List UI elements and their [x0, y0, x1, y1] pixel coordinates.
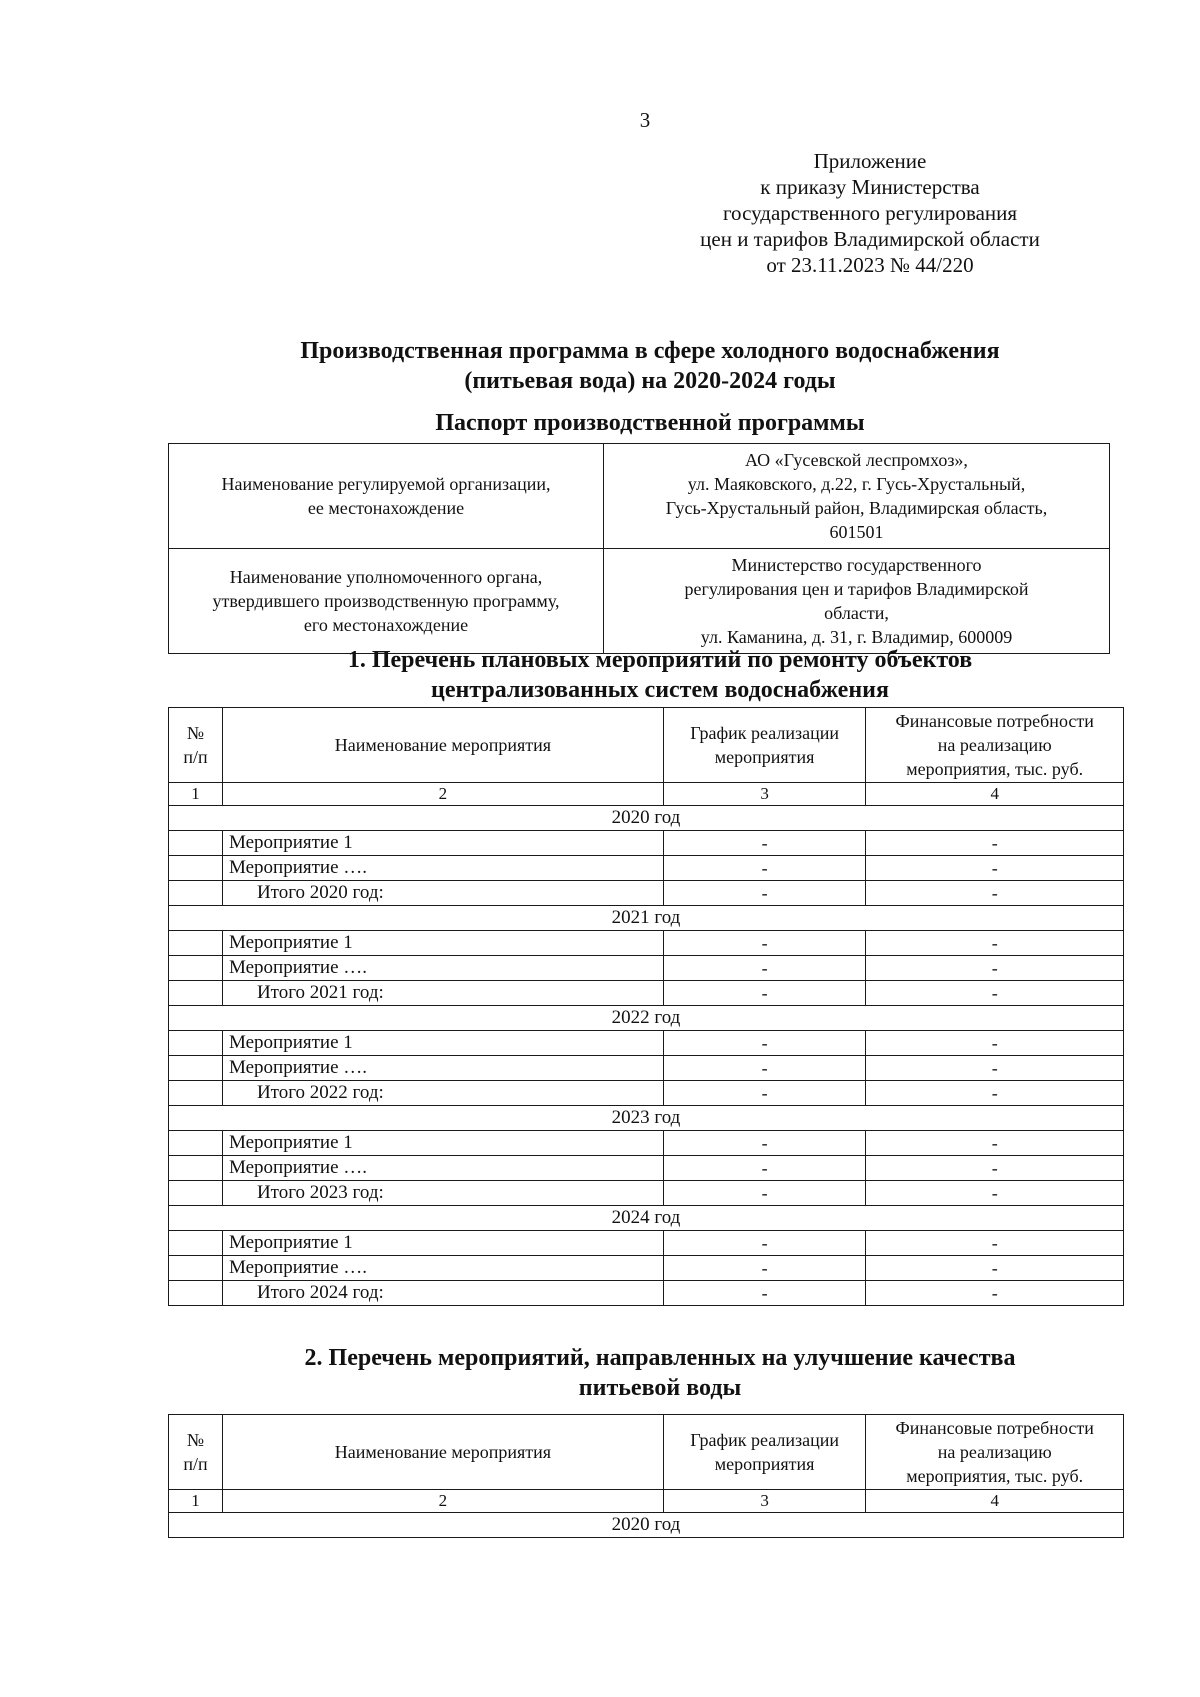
list-item-name: Мероприятие …. [222, 1256, 663, 1281]
passport-table [168, 443, 1110, 654]
year-row [169, 806, 1124, 831]
finance-cell: - [866, 1056, 1124, 1081]
row-number-cell [169, 1056, 223, 1081]
list-item [169, 956, 1124, 981]
col-number: 4 [866, 783, 1124, 806]
passport-value [604, 444, 1110, 549]
approval-line: государственного регулирования [722, 201, 1018, 225]
passport-label-line: Наименование уполномоченного органа, [229, 567, 543, 587]
total-row [169, 1281, 1124, 1306]
row-number-cell [169, 1231, 223, 1256]
col-number: 1 [169, 783, 223, 806]
passport-label-line: Наименование регулируемой организации, [221, 474, 551, 494]
passport-label-line: ее местонахождение [307, 498, 465, 518]
row-number-cell [169, 931, 223, 956]
header-schedule: График реализации мероприятия [663, 708, 866, 783]
list-item [169, 1131, 1124, 1156]
row-number-cell [169, 1081, 223, 1106]
section2-title [220, 1343, 1100, 1403]
row-number-cell [169, 1181, 223, 1206]
list-item [169, 856, 1124, 881]
year-label: 2024 год [169, 1206, 1124, 1231]
finance-cell: - [866, 1156, 1124, 1181]
table-number-row [169, 1490, 1124, 1513]
approval-block [690, 148, 1050, 278]
list-item-name: Мероприятие …. [222, 856, 663, 881]
total-row-name: Итого 2023 год: [222, 1181, 663, 1206]
schedule-cell: - [663, 1156, 866, 1181]
schedule-cell: - [663, 881, 866, 906]
section1-title-line: централизованных систем водоснабжения [431, 677, 889, 703]
section2-title-line: питьевой воды [578, 1375, 742, 1401]
col-number: 2 [222, 783, 663, 806]
list-item [169, 1031, 1124, 1056]
approval-line: от 23.11.2023 № 44/220 [766, 253, 974, 277]
list-item-name: Мероприятие 1 [222, 931, 663, 956]
finance-cell: - [866, 881, 1124, 906]
year-label: 2020 год [169, 1513, 1124, 1538]
passport-label-line: его местонахождение [303, 615, 469, 635]
schedule-cell: - [663, 1231, 866, 1256]
list-item [169, 831, 1124, 856]
col-number: 4 [866, 1490, 1124, 1513]
finance-cell: - [866, 1281, 1124, 1306]
header-schedule: График реализации мероприятия [663, 1415, 866, 1490]
passport-value-line: области, [824, 603, 889, 623]
passport-row [169, 549, 1110, 654]
finance-cell: - [866, 931, 1124, 956]
header-finance: Финансовые потребности на реализацию мероприятия, тыс. руб. [866, 1415, 1124, 1490]
row-number-cell [169, 1031, 223, 1056]
col-number: 3 [663, 1490, 866, 1513]
passport-value [604, 549, 1110, 654]
finance-cell: - [866, 1081, 1124, 1106]
finance-cell: - [866, 1231, 1124, 1256]
row-number-cell [169, 1156, 223, 1181]
plan-table-1 [168, 707, 1124, 1306]
header-finance: Финансовые потребности на реализацию мероприятия, тыс. руб. [866, 708, 1124, 783]
total-row [169, 881, 1124, 906]
schedule-cell: - [663, 1181, 866, 1206]
total-row [169, 1181, 1124, 1206]
page-number: 3 [639, 108, 651, 132]
row-number-cell [169, 856, 223, 881]
table-header-row [169, 708, 1124, 783]
document-title-line: (питьевая вода) на 2020-2024 годы [464, 368, 836, 394]
list-item-name: Мероприятие …. [222, 1056, 663, 1081]
header-number: № п/п [169, 708, 223, 783]
year-row [169, 1206, 1124, 1231]
year-label: 2023 год [169, 1106, 1124, 1131]
row-number-cell [169, 1256, 223, 1281]
row-number-cell [169, 881, 223, 906]
schedule-cell: - [663, 1031, 866, 1056]
passport-label-line: утвердившего производственную программу, [212, 591, 560, 611]
header-number: № п/п [169, 1415, 223, 1490]
schedule-cell: - [663, 1281, 866, 1306]
row-number-cell [169, 831, 223, 856]
schedule-cell: - [663, 1131, 866, 1156]
section1-title [220, 645, 1100, 705]
passport-label [169, 549, 604, 654]
list-item [169, 1056, 1124, 1081]
row-number-cell [169, 1131, 223, 1156]
row-number-cell [169, 1281, 223, 1306]
row-number-cell [169, 981, 223, 1006]
year-label: 2022 год [169, 1006, 1124, 1031]
document-title-line: Производственная программа в сфере холодного водоснабжения [300, 338, 1000, 364]
total-row [169, 1081, 1124, 1106]
approval-line: цен и тарифов Владимирской области [700, 227, 1040, 251]
list-item [169, 931, 1124, 956]
list-item-name: Мероприятие 1 [222, 1131, 663, 1156]
total-row-name: Итого 2021 год: [222, 981, 663, 1006]
schedule-cell: - [663, 831, 866, 856]
year-label: 2021 год [169, 906, 1124, 931]
year-row [169, 1106, 1124, 1131]
year-row [169, 1513, 1124, 1538]
col-number: 1 [169, 1490, 223, 1513]
finance-cell: - [866, 981, 1124, 1006]
list-item-name: Мероприятие 1 [222, 1231, 663, 1256]
passport-value-line: 601501 [829, 522, 884, 542]
schedule-cell: - [663, 856, 866, 881]
finance-cell: - [866, 1031, 1124, 1056]
schedule-cell: - [663, 981, 866, 1006]
list-item-name: Мероприятие …. [222, 956, 663, 981]
plan-table-2 [168, 1414, 1124, 1538]
passport-value-line: регулирования цен и тарифов Владимирской [684, 579, 1029, 599]
finance-cell: - [866, 956, 1124, 981]
header-name: Наименование мероприятия [222, 708, 663, 783]
passport-value-line: ул. Каманина, д. 31, г. Владимир, 600009 [700, 627, 1013, 647]
col-number: 3 [663, 783, 866, 806]
approval-line: Приложение [813, 149, 927, 173]
list-item [169, 1231, 1124, 1256]
table-header-row [169, 1415, 1124, 1490]
year-label: 2020 год [169, 806, 1124, 831]
schedule-cell: - [663, 1256, 866, 1281]
year-row [169, 906, 1124, 931]
passport-title: Паспорт производственной программы [435, 410, 865, 436]
year-row [169, 1006, 1124, 1031]
list-item [169, 1256, 1124, 1281]
section2-title-line: 2. Перечень мероприятий, направленных на улучшение качества [304, 1345, 1016, 1371]
section1-title-line: 1. Перечень плановых мероприятий по ремонту объектов [347, 647, 973, 673]
list-item-name: Мероприятие 1 [222, 831, 663, 856]
finance-cell: - [866, 1256, 1124, 1281]
list-item-name: Мероприятие …. [222, 1156, 663, 1181]
schedule-cell: - [663, 931, 866, 956]
list-item-name: Мероприятие 1 [222, 1031, 663, 1056]
passport-value-line: Гусь-Хрустальный район, Владимирская область, [665, 498, 1048, 518]
finance-cell: - [866, 1131, 1124, 1156]
header-name: Наименование мероприятия [222, 1415, 663, 1490]
finance-cell: - [866, 831, 1124, 856]
passport-label [169, 444, 604, 549]
col-number: 2 [222, 1490, 663, 1513]
list-item [169, 1156, 1124, 1181]
schedule-cell: - [663, 1056, 866, 1081]
table-number-row [169, 783, 1124, 806]
row-number-cell [169, 956, 223, 981]
passport-value-line: АО «Гусевской леспромхоз», [745, 450, 968, 470]
passport-value-line: ул. Маяковского, д.22, г. Гусь-Хрустальный, [687, 474, 1026, 494]
finance-cell: - [866, 856, 1124, 881]
passport-value-line: Министерство государственного [731, 555, 982, 575]
approval-line: к приказу Министерства [760, 175, 980, 199]
schedule-cell: - [663, 956, 866, 981]
total-row [169, 981, 1124, 1006]
finance-cell: - [866, 1181, 1124, 1206]
passport-row [169, 444, 1110, 549]
total-row-name: Итого 2020 год: [222, 881, 663, 906]
total-row-name: Итого 2022 год: [222, 1081, 663, 1106]
schedule-cell: - [663, 1081, 866, 1106]
total-row-name: Итого 2024 год: [222, 1281, 663, 1306]
document-title [200, 336, 1100, 396]
